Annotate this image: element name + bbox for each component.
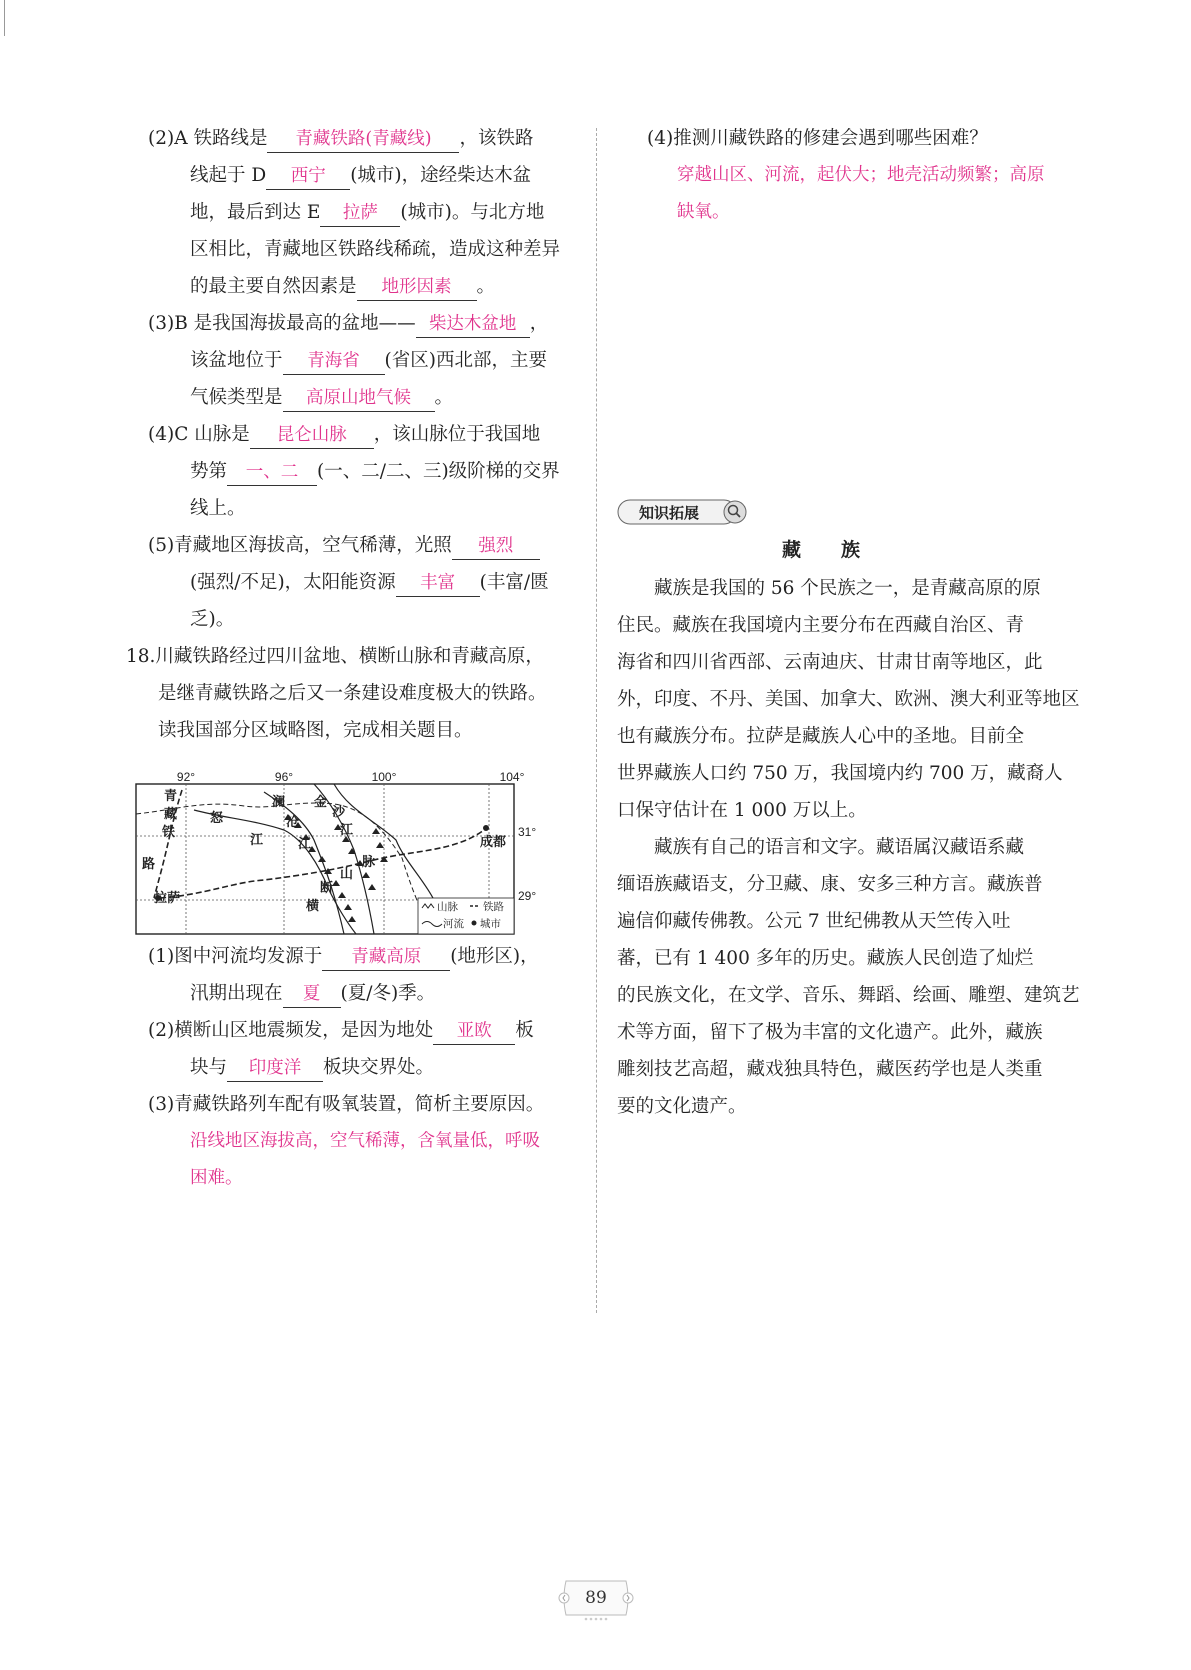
article-line: 世界藏族人口约 750 万，我国境内约 700 万，藏裔人 — [617, 763, 1063, 784]
legend-label: 山脉 — [437, 901, 458, 913]
crop-mark — [4, 0, 5, 36]
river-label: 澜 — [272, 795, 286, 810]
s4-line-1: (4)推测川藏铁路的修建会遇到哪些困难？ — [647, 128, 988, 149]
q2-line-1: (2)A 铁路线是 青藏铁路(青藏线) ，该铁路 — [148, 120, 578, 157]
knowledge-extension-badge — [617, 498, 755, 526]
article-line: 蕃，已有 1 400 多年的历史。藏族人民创造了灿烂 — [617, 948, 1034, 969]
lon-label: 92° — [176, 770, 196, 784]
s3-answer-1: 沿线地区海拔高，空气稀薄，含氧量低，呼吸 — [190, 1131, 540, 1151]
s4-answer-2: 缺氧。 — [677, 202, 730, 222]
s2-line-2: 块与 印度洋 板块交界处。 — [148, 1049, 578, 1086]
legend-label: 铁路 — [483, 901, 504, 913]
answer-blank[interactable]: 一、二 — [227, 459, 317, 486]
q4-line-3: 线上。 — [190, 498, 246, 519]
mountain-label: 横 — [306, 899, 320, 914]
s1-line-2: 汛期出现在 夏 (夏/冬)季。 — [148, 975, 578, 1012]
answer-blank[interactable]: 昆仑山脉 — [250, 422, 374, 449]
s4-answer-1: 穿越山区、河流，起伏大；地壳活动频繁；高原 — [677, 165, 1045, 185]
city-label: 拉萨 — [154, 891, 181, 906]
q2-line-3: 地，最后到达 E 拉萨 (城市)。与北方地 — [148, 194, 578, 231]
q3-line-1: (3)B 是我国海拔最高的盆地—— 柴达木盆地 ， — [148, 305, 578, 342]
q3-line-3: 气候类型是 高原山地气候 。 — [148, 379, 578, 416]
lat-label: 29° — [518, 889, 537, 903]
page-number-badge — [556, 1573, 636, 1623]
q2-line-2: 线起于 D 西宁 (城市)，途经柴达木盆 — [148, 157, 578, 194]
column-divider — [596, 128, 597, 1313]
q4-line-2: 势第 一、二 (一、二/二、三)级阶梯的交界 — [148, 453, 578, 490]
q5-line-1: (5)青藏地区海拔高，空气稀薄，光照 强烈 — [148, 527, 578, 564]
article-line: 术等方面，留下了极为丰富的文化遗产。此外，藏族 — [617, 1022, 1043, 1043]
q2-line-4: 区相比，青藏地区铁路线稀疏，造成这种差异 — [190, 239, 561, 260]
article-body — [617, 570, 1080, 1125]
s1-line-1: (1)图中河流均发源于 青藏高原 (地形区)， — [148, 938, 578, 975]
lat-label: 31° — [518, 825, 537, 839]
s2-line-1: (2)横断山区地震频发，是因为地处 亚欧 板 — [148, 1012, 578, 1049]
q5-line-3: 乏)。 — [190, 609, 235, 630]
river-label: 江 — [340, 823, 354, 838]
answer-blank[interactable]: 夏 — [283, 981, 341, 1008]
answer-blank[interactable]: 青海省 — [283, 348, 385, 375]
city-dot-chengdu — [483, 825, 489, 831]
river-label: 金 — [314, 795, 328, 810]
left-column-lower — [148, 938, 578, 1197]
river-label: 江 — [298, 837, 312, 852]
answer-blank[interactable]: 高原山地气候 — [283, 385, 435, 412]
legend-label: 城市 — [480, 918, 501, 930]
article-line: 住民。藏族在我国境内主要分布在西藏自治区、青 — [617, 615, 1025, 636]
article-line: 藏族是我国的 56 个民族之一，是青藏高原的原 — [617, 578, 1041, 599]
mountain-label: 断 — [320, 881, 334, 896]
lon-label: 104° — [499, 770, 525, 784]
answer-blank[interactable]: 丰富 — [396, 570, 480, 597]
river-label: 怒 — [210, 811, 224, 826]
answer-blank[interactable]: 亚欧 — [433, 1018, 515, 1045]
q5-line-2: (强烈/不足)，太阳能资源 丰富 (丰富/匮 — [148, 564, 578, 601]
legend-label: 河流 — [443, 918, 464, 930]
lon-label: 96° — [274, 770, 294, 784]
railway-label: 藏 — [164, 807, 178, 822]
left-column — [126, 120, 578, 749]
q2-line-5: 的最主要自然因素是 地形因素 。 — [148, 268, 578, 305]
answer-blank[interactable]: 地形因素 — [357, 274, 477, 301]
q4-line-1: (4)C 山脉是 昆仑山脉 ，该山脉位于我国地 — [148, 416, 578, 453]
article-line: 遍信仰藏传佛教。公元 7 世纪佛教从天竺传入吐 — [617, 911, 1011, 932]
mountain-label: 脉 — [362, 855, 376, 870]
q18-line-1: 18.川藏铁路经过四川盆地、横断山脉和青藏高原， — [126, 646, 544, 667]
article-line: 要的文化遗产。 — [617, 1096, 747, 1117]
article-title: 藏族 — [781, 539, 900, 561]
railway-label: 铁 — [162, 825, 176, 840]
article-line: 口保守估计在 1 000 万以上。 — [617, 800, 867, 821]
article-line: 藏族有自己的语言和文字。藏语属汉藏语系藏 — [617, 837, 1025, 858]
q3-line-2: 该盆地位于 青海省 (省区)西北部，主要 — [148, 342, 578, 379]
lon-label: 100° — [371, 770, 397, 784]
mountain-label: 山 — [340, 867, 354, 882]
q18-line-2: 是继青藏铁路之后又一条建设难度极大的铁路。 — [158, 683, 547, 704]
article-line: 的民族文化，在文学、音乐、舞蹈、绘画、雕塑、建筑艺 — [617, 985, 1080, 1006]
article-line: 外，印度、不丹、美国、加拿大、欧洲、澳大利亚等地区 — [617, 689, 1080, 710]
answer-blank[interactable]: 西宁 — [266, 163, 350, 190]
map-legend — [418, 898, 514, 934]
article-line: 缅语族藏语支，分卫藏、康、安多三种方言。藏族普 — [617, 874, 1043, 895]
article-line: 也有藏族分布。拉萨是藏族人心中的圣地。目前全 — [617, 726, 1025, 747]
answer-blank[interactable]: 印度洋 — [227, 1055, 323, 1082]
river-label: 沧 — [286, 815, 300, 830]
article-line: 海省和四川省西部、云南迪庆、甘肃甘南等地区，此 — [617, 652, 1043, 673]
railway-label: 青 — [164, 789, 178, 804]
answer-blank[interactable]: 强烈 — [452, 533, 540, 560]
s3-line-1: (3)青藏铁路列车配有吸氧装置，简析主要原因。 — [148, 1094, 545, 1115]
city-label: 成都 — [480, 835, 507, 850]
answer-blank[interactable]: 青藏高原 — [322, 944, 450, 971]
q18-line-3: 读我国部分区域略图，完成相关题目。 — [158, 720, 473, 741]
river-label: 江 — [250, 833, 264, 848]
page-number: 89 — [585, 1588, 607, 1608]
answer-blank[interactable]: 拉萨 — [320, 200, 400, 227]
river-label: 沙 — [332, 805, 346, 820]
railway-label: 路 — [142, 857, 156, 872]
svg-text:知识拓展: 知识拓展 — [638, 504, 700, 522]
answer-blank[interactable]: 青藏铁路(青藏线) — [267, 126, 459, 153]
right-column — [617, 120, 1065, 231]
magnifier-icon — [724, 501, 746, 523]
s3-answer-2: 困难。 — [190, 1168, 243, 1188]
article-line: 雕刻技艺高超，藏戏独具特色，藏医药学也是人类重 — [617, 1059, 1043, 1080]
region-map — [134, 770, 549, 936]
answer-blank[interactable]: 柴达木盆地 — [416, 311, 530, 338]
